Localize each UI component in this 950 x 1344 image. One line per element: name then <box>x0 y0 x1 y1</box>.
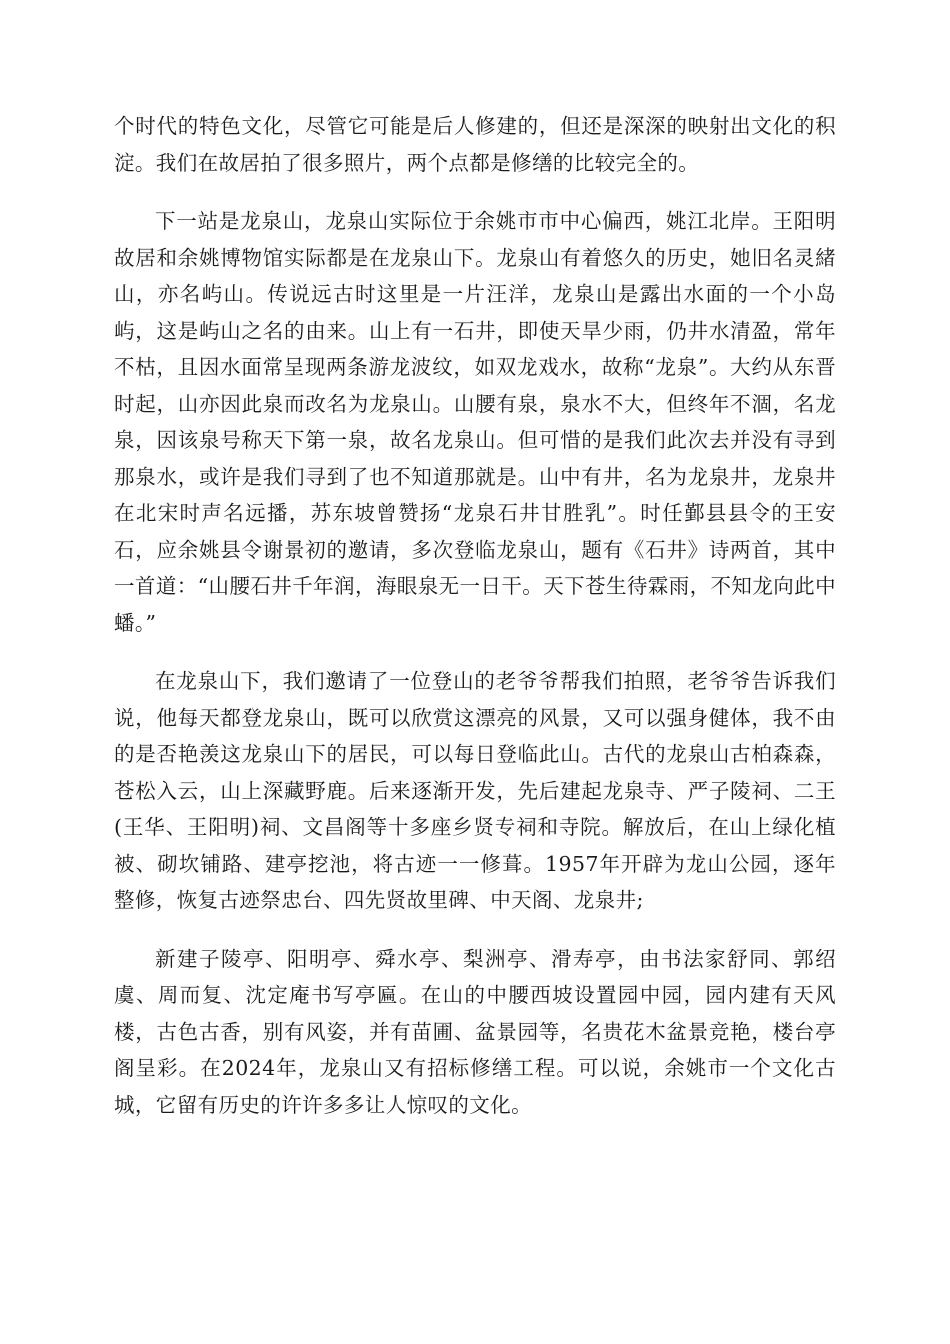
paragraph-continued: 个时代的特色文化，尽管它可能是后人修建的，但还是深深的映射出文化的积淀。我们在故居拍了很多照片，两个点都是修缮的比较完全的。 <box>114 114 836 175</box>
paragraph-longquan-mountain: 下一站是龙泉山，龙泉山实际位于余姚市市中心偏西，姚江北岸。王阳明故居和余姚博物馆实际都是在龙泉山下。龙泉山有着悠久的历史，她旧名灵緒山，亦名屿山。传说远古时这里是一片汪洋，龙泉山是露出水面的一个小岛屿，这是屿山之名的由来。山上有一石井，即使天旱少雨，仍井水清盈，常年不枯，且因水面常呈现两条游龙波纹，如双龙戏水，故称“龙泉”。大约从东晋时起，山亦因此泉而改名为龙泉山。山腰有泉，泉水不大，但终年不涸，名龙泉，因该泉号称天下第一泉，故名龙泉山。但可惜的是我们此次去并没有寻到那泉水，或许是我们寻到了也不知道那就是。山中有井，名为龙泉井，龙泉井在北宋时声名远播，苏东坡曾赞扬“龙泉石井甘胜乳”。时任鄞县县令的王安石，应余姚县令谢景初的邀请，多次登临龙泉山，题有《石井》诗两首，其中一首道：“山腰石井千年润，海眼泉无一日干。天下苍生待霖雨，不知龙向此中蟠。” <box>114 209 836 635</box>
paragraph-new-pavilions: 新建子陵亭、阳明亭、舜水亭、梨洲亭、滑寿亭，由书法家舒同、郭绍虞、周而复、沈定庵书写亭匾。在山的中腰西坡设置园中园，园内建有天风楼，古色古香，别有风姿，并有苗圃、盆景园等，名贵花木盆景竞艳，楼台亭阁呈彩。在2024年，龙泉山又有招标修缮工程。可以说，余姚市一个文化古城，它留有历史的许许多多让人惊叹的文化。 <box>114 946 836 1117</box>
paragraph-photo-with-elder: 在龙泉山下，我们邀请了一位登山的老爷爷帮我们拍照，老爷爷告诉我们说，他每天都登龙泉山，既可以欣赏这漂亮的风景，又可以强身健体，我不由的是否艳羡这龙泉山下的居民，可以每日登临此山。古代的龙泉山古柏森森，苍松入云，山上深藏野鹿。后来逐渐开发，先后建起龙泉寺、严子陵祠、二王(王华、王阳明)祠、文昌阁等十多座乡贤专祠和寺院。解放后，在山上绿化植被、砌坎铺路、建亭挖池，将古迹一一修葺。1957年开辟为龙山公园，逐年整修，恢复古迹祭忠台、四先贤故里碑、中天阁、龙泉井; <box>114 669 836 912</box>
document-body <box>114 108 836 1145</box>
